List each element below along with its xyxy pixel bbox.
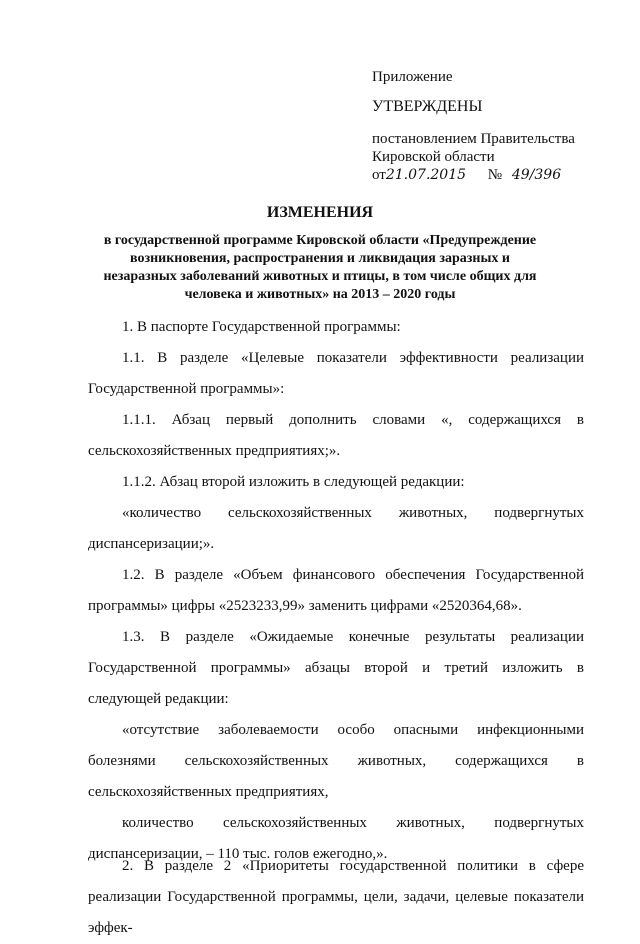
paragraph-1: 1. В паспорте Государственной программы: [122,319,401,335]
approved-label: УТВЕРЖДЕНЫ [372,98,483,115]
handwritten-date: 21.07.2015 [385,167,467,183]
paragraph-1-1-1: 1.1.1. Абзац первый дополнить словами «, содержащихся в сельскохозяйственных предприятиях;». [88,412,584,459]
paragraph-quote-3: количество сельскохозяйственных животных, подвергнутых диспансеризации, – 110 тыс. голов ежегодно,». [88,815,584,862]
document-subtitle: в государственной программе Кировской области «Предупреждение возникновения, распространения и ликвидация заразных и незаразных заболеваний животных и птицы, в том числе общих для человека и животных» на 2013 – 2020 годы [103,233,537,302]
resolution-line-1: постановлением Правительства [372,131,575,147]
paragraph-1-1-2: 1.1.2. Абзац второй изложить в следующей редакции: [122,474,465,490]
resolution-date-number [372,166,582,184]
handwritten-number: 49/396 [511,167,562,183]
number-prefix: № [487,167,503,183]
appendix-label: Приложение [372,69,453,85]
paragraph-quote-2: «отсутствие заболеваемости особо опасными инфекционными болезнями сельскохозяйственных животных, содержащихся в сельскохозяйственных предприятиях, [88,722,584,800]
date-prefix: от [372,167,386,183]
resolution-line-2: Кировской области [372,149,495,165]
paragraph-1-3: 1.3. В разделе «Ожидаемые конечные результаты реализации Государственной программы» абзацы второй и третий изложить в следующей редакции: [88,629,584,707]
paragraph-1-2: 1.2. В разделе «Объем финансового обеспечения Государственной программы» цифры «2523233,99» заменить цифрами «2520364,68». [88,567,584,614]
paragraph-1-1: 1.1. В разделе «Целевые показатели эффективности реализации Государственной программы»: [88,350,584,397]
document-title: ИЗМЕНЕНИЯ [266,204,374,221]
paragraph-2: 2. В разделе 2 «Приоритеты государственной политики в сфере реализации Государственной программы, цели, задачи, целевые показатели эффек- [88,858,584,936]
paragraph-quote-1: «количество сельскохозяйственных животных, подвергнутых диспансеризации;». [88,505,584,552]
